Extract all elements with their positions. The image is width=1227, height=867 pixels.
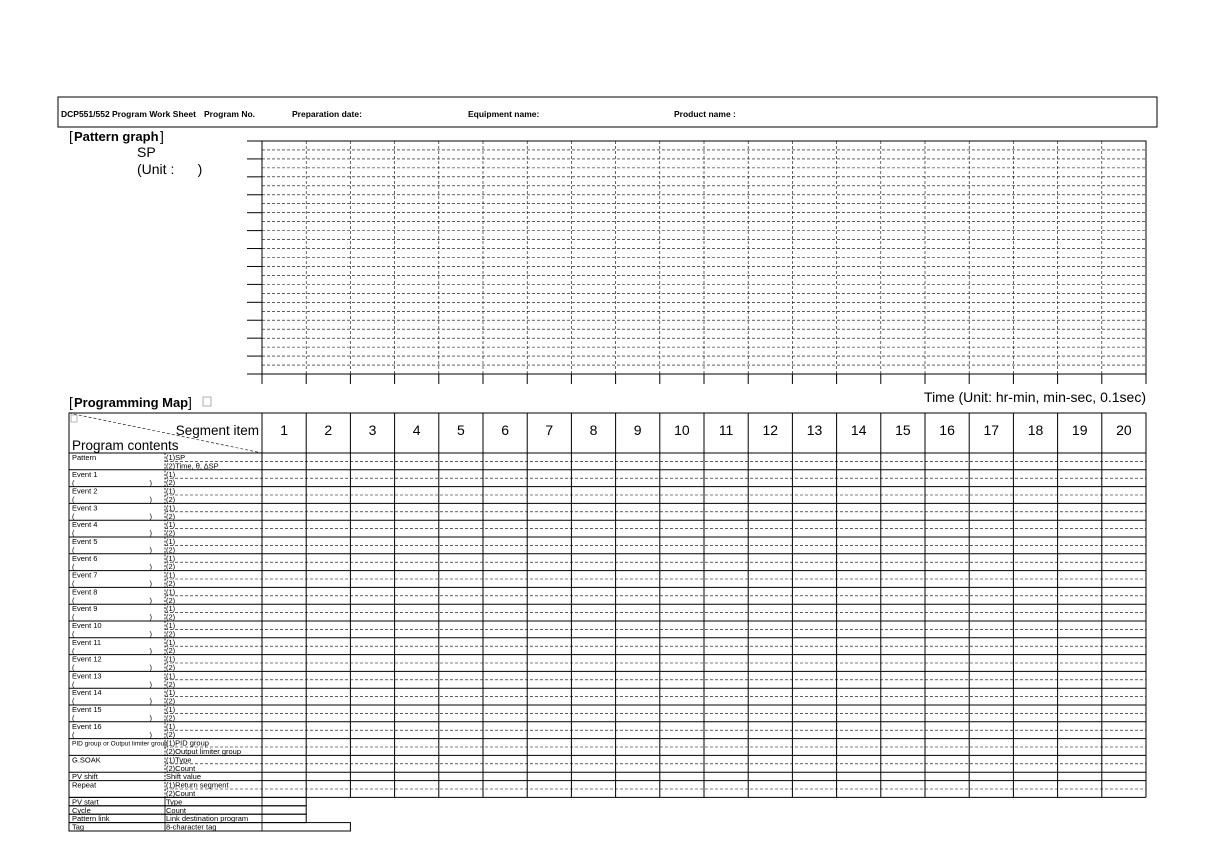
event-paren-open: ( — [72, 579, 75, 589]
segment-number: 11 — [718, 422, 734, 438]
segment-number: 3 — [368, 422, 377, 438]
segment-number: 14 — [850, 422, 867, 438]
event-row-sub-label: (2) — [166, 612, 176, 622]
event-row-sub-label: (1) — [166, 553, 176, 563]
event-row-label: Event 10 — [72, 621, 102, 630]
segment-number: 13 — [806, 422, 823, 438]
event-row-sub-label: (1) — [166, 537, 176, 546]
gsoak-row-sub-label: (1)Type — [166, 755, 192, 765]
segment-number: 15 — [895, 422, 911, 438]
segment-number: 18 — [1027, 422, 1044, 438]
event-row-sub-label: (1) — [166, 604, 176, 614]
event-row-sub-label: (2) — [166, 562, 176, 572]
event-paren-close: ) — [149, 562, 152, 572]
repeat-row-sub-label: (1)Return segment — [166, 780, 229, 790]
event-row-sub-label: (1) — [166, 621, 176, 630]
pattern-row-sub-label: (1)SP — [166, 453, 186, 462]
header-checkbox-icon — [71, 415, 77, 422]
event-row-label: Event 8 — [72, 587, 98, 597]
event-row-label: Event 14 — [72, 688, 102, 698]
pid-row-label: PID group or Output limiter group — [72, 740, 168, 748]
event-paren-close: ) — [149, 528, 152, 538]
event-paren-close: ) — [149, 612, 152, 622]
event-row-sub-label: (1) — [166, 469, 176, 479]
event-paren-open: ( — [72, 562, 75, 572]
event-paren-close: ) — [149, 595, 152, 605]
programming-map-checkbox-icon — [203, 397, 211, 406]
segment-number: 9 — [633, 422, 642, 438]
segment-number: 6 — [501, 422, 509, 438]
event-paren-close: ) — [149, 579, 152, 589]
event-row-sub-label: (2) — [166, 545, 176, 555]
pattern-row-sub-label: (2)Time, θ, ΔSP — [166, 461, 219, 471]
event-row-label: Event 2 — [72, 486, 98, 496]
event-paren-close: ) — [149, 511, 152, 521]
event-paren-close: ) — [149, 646, 152, 656]
bottom-row-value: 8-character tag — [166, 822, 217, 832]
segment-number: 8 — [589, 422, 598, 438]
programming-map-title: Programming Map — [74, 395, 189, 410]
event-paren-open: ( — [72, 730, 75, 740]
bottom-row-label: Cycle — [72, 805, 91, 815]
event-paren-open: ( — [72, 545, 75, 555]
event-row-label: Event 7 — [72, 570, 98, 580]
bottom-row-value: Link destination program — [166, 814, 249, 824]
event-paren-close: ) — [149, 663, 152, 673]
programming-map-bracket-close: ] — [188, 394, 192, 410]
event-row-sub-label: (1) — [166, 486, 176, 496]
event-paren-open: ( — [72, 478, 75, 488]
bottom-row-value: Type — [166, 797, 183, 807]
sp-label: SP — [137, 144, 156, 160]
pv-shift-row-label: PV shift — [72, 772, 98, 782]
event-row-label: Event 4 — [72, 520, 98, 530]
event-row-label: Event 13 — [72, 671, 102, 681]
event-row-sub-label: (1) — [166, 721, 176, 731]
header-preparation-date: Preparation date: — [292, 109, 362, 119]
segment-number: 1 — [280, 422, 288, 438]
event-paren-open: ( — [72, 612, 75, 622]
event-row-label: Event 5 — [72, 537, 98, 546]
bottom-row-label: Pattern link — [72, 814, 110, 824]
programming-map-bracket-open: [ — [69, 394, 73, 410]
bottom-row-frame — [69, 806, 306, 814]
bottom-row-value: Count — [166, 805, 187, 815]
event-row-sub-label: (1) — [166, 705, 176, 714]
event-paren-close: ) — [149, 495, 152, 505]
event-paren-open: ( — [72, 646, 75, 656]
event-row-sub-label: (1) — [166, 637, 176, 647]
gsoak-row-sub-label: (2)Count — [166, 763, 196, 773]
event-row-sub-label: (1) — [166, 671, 176, 681]
repeat-row-label: Repeat — [72, 780, 97, 790]
segment-number: 20 — [1116, 422, 1132, 438]
gsoak-row-label: G.SOAK — [72, 755, 101, 765]
event-row-label: Event 16 — [72, 721, 102, 731]
event-row-label: Event 6 — [72, 553, 98, 563]
event-paren-open: ( — [72, 595, 75, 605]
bottom-row-label: Tag — [72, 822, 85, 832]
segment-number: 5 — [457, 422, 465, 438]
event-paren-open: ( — [72, 696, 75, 706]
event-row-sub-label: (2) — [166, 646, 176, 656]
event-paren-close: ) — [149, 679, 152, 689]
header-product-name: Product name : — [674, 109, 736, 119]
pid-row-sub-label: (1)PID group — [166, 738, 209, 748]
event-paren-close: ) — [149, 696, 152, 706]
event-row-sub-label: (2) — [166, 730, 176, 740]
event-row-label: Event 15 — [72, 705, 102, 714]
event-row-label: Event 1 — [72, 469, 98, 479]
segment-number: 16 — [939, 422, 955, 438]
event-row-sub-label: (1) — [166, 503, 176, 513]
event-paren-open: ( — [72, 713, 75, 723]
event-row-sub-label: (1) — [166, 688, 176, 698]
segment-number: 4 — [412, 422, 421, 438]
event-row-label: Event 3 — [72, 503, 98, 513]
segment-number: 2 — [324, 422, 333, 438]
pattern-graph-grid — [247, 141, 1146, 384]
event-row-label: Event 12 — [72, 654, 102, 664]
event-paren-open: ( — [72, 679, 75, 689]
event-row-sub-label: (2) — [166, 478, 176, 488]
event-row-label: Event 9 — [72, 604, 98, 614]
event-row-label: Event 11 — [72, 637, 102, 647]
segment-number: 19 — [1071, 422, 1088, 438]
event-paren-open: ( — [72, 629, 75, 639]
event-row-sub-label: (2) — [166, 696, 176, 706]
event-row-sub-label: (2) — [166, 663, 176, 672]
unit-label: (Unit : ) — [137, 161, 203, 177]
pid-row-sub-label: (2)Output limiter group — [166, 747, 242, 756]
event-paren-close: ) — [149, 730, 152, 740]
pattern-row-label: Pattern — [72, 453, 97, 462]
programming-map-table — [69, 413, 1146, 832]
segment-number: 10 — [674, 422, 690, 438]
event-paren-open: ( — [72, 663, 75, 673]
pattern-graph-bracket-open: [ — [69, 128, 73, 144]
bottom-row-frame — [69, 797, 306, 805]
event-paren-close: ) — [149, 478, 152, 488]
event-row-sub-label: (2) — [166, 528, 176, 538]
event-paren-open: ( — [72, 511, 75, 521]
event-row-sub-label: (2) — [166, 511, 176, 521]
event-row-sub-label: (2) — [166, 595, 176, 605]
event-row-sub-label: (1) — [166, 520, 176, 530]
event-row-sub-label: (2) — [166, 579, 176, 588]
header-model: DCP551/552 — [61, 109, 110, 119]
event-row-sub-label: (2) — [166, 713, 176, 723]
segment-item-label: Segment item — [175, 423, 259, 438]
event-row-sub-label: (2) — [166, 679, 176, 689]
event-row-sub-label: (2) — [166, 629, 176, 639]
event-paren-close: ) — [149, 713, 152, 723]
pattern-graph-title: Pattern graph — [74, 129, 159, 144]
time-unit-label: Time (Unit: hr-min, min-sec, 0.1sec) — [924, 389, 1146, 405]
header-program-no: Program No. — [204, 109, 256, 119]
pv-shift-row-sub-label: Shift value — [166, 772, 202, 782]
event-row-sub-label: (2) — [166, 495, 176, 504]
segment-number: 7 — [545, 422, 554, 438]
segment-number: 17 — [983, 422, 1000, 438]
repeat-row-sub-label: (2)Count — [166, 789, 196, 798]
event-row-sub-label: (1) — [166, 570, 176, 580]
event-paren-open: ( — [72, 528, 75, 538]
event-row-sub-label: (1) — [166, 654, 176, 664]
event-paren-close: ) — [149, 545, 152, 555]
header-title: Program Work Sheet — [112, 109, 196, 119]
event-row-sub-label: (1) — [166, 587, 176, 597]
pattern-graph-bracket-close: ] — [160, 128, 164, 144]
header-equipment-name: Equipment name: — [468, 109, 540, 119]
event-paren-open: ( — [72, 495, 75, 505]
program-contents-label: Program contents — [72, 438, 179, 453]
segment-number: 12 — [762, 422, 779, 438]
bottom-row-label: PV start — [72, 797, 99, 807]
event-paren-close: ) — [149, 629, 152, 639]
